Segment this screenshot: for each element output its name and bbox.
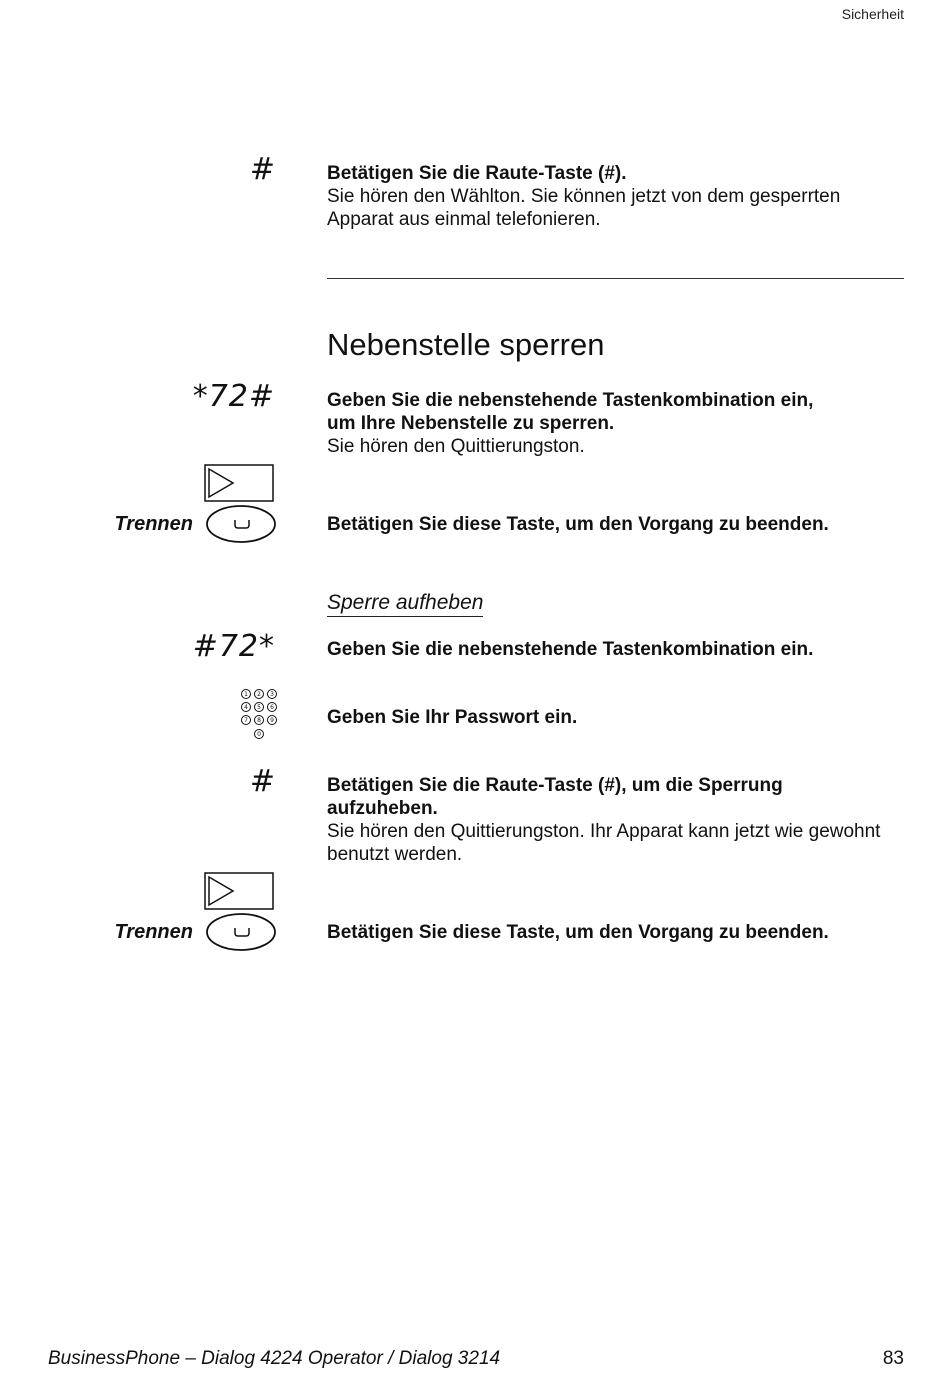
- display-soft-key-icon: [205, 465, 273, 501]
- instruction-line: Apparat aus einmal telefonieren.: [327, 209, 601, 230]
- instruction-confirm-unlock: [327, 774, 912, 866]
- trennen-label: Trennen: [114, 513, 193, 535]
- hash-key-symbol: #: [249, 764, 275, 799]
- instruction-disconnect: Betätigen Sie diese Taste, um den Vorgang zu beenden.: [327, 514, 829, 535]
- instruction-bold: Betätigen Sie die Raute-Taste (#), um die Sperrung: [327, 775, 783, 796]
- instruction-line: benutzt werden.: [327, 844, 463, 865]
- header-section-title: Sicherheit: [841, 6, 904, 22]
- svg-text:0: 0: [257, 731, 261, 738]
- svg-text:3: 3: [270, 691, 274, 698]
- instruction-line: Sie hören den Quittierungston. Ihr Apparat kann jetzt wie gewohnt: [327, 821, 881, 842]
- instruction-bold: aufzuheben.: [327, 798, 438, 819]
- footer-title: BusinessPhone – Dialog 4224 Operator / Dialog 3214: [48, 1348, 501, 1369]
- svg-text:7: 7: [244, 717, 248, 724]
- svg-text:2: 2: [257, 691, 261, 698]
- subsection-heading: Sperre aufheben: [327, 591, 483, 617]
- section-heading: Nebenstelle sperren: [327, 327, 605, 362]
- instruction-bold: Betätigen Sie die Raute-Taste (#).: [327, 163, 627, 184]
- instruction-unlock: Geben Sie die nebenstehende Tastenkombination ein.: [327, 639, 814, 660]
- instruction-disconnect: Betätigen Sie diese Taste, um den Vorgang zu beenden.: [327, 922, 829, 943]
- key-combination-unlock: #72*: [192, 629, 275, 664]
- display-soft-key-icon: [205, 873, 273, 909]
- svg-text:9: 9: [270, 717, 274, 724]
- section-divider: [327, 278, 904, 279]
- page-number: 83: [882, 1348, 904, 1369]
- instruction-password: Geben Sie Ihr Passwort ein.: [327, 707, 578, 728]
- disconnect-key-icon: [203, 871, 279, 953]
- keypad-icon: [240, 688, 280, 744]
- instruction-lock: [327, 389, 912, 458]
- key-combination-lock: *72#: [192, 379, 275, 414]
- instruction-bold: um Ihre Nebenstelle zu sperren.: [327, 413, 615, 434]
- instruction-block-1: [327, 162, 912, 231]
- hash-key-symbol: #: [249, 152, 275, 187]
- trennen-label: Trennen: [114, 921, 193, 943]
- svg-text:8: 8: [257, 717, 261, 724]
- svg-text:5: 5: [257, 704, 261, 711]
- instruction-bold: Geben Sie die nebenstehende Tastenkombination ein,: [327, 390, 814, 411]
- svg-text:6: 6: [270, 704, 274, 711]
- hook-key-icon: [207, 914, 275, 950]
- instruction-line: Sie hören den Quittierungston.: [327, 436, 585, 457]
- play-arrow-icon: [209, 877, 233, 905]
- disconnect-key-icon: [203, 463, 279, 545]
- instruction-line: Sie hören den Wählton. Sie können jetzt von dem gesperrten: [327, 186, 841, 207]
- svg-text:4: 4: [244, 704, 248, 711]
- play-arrow-icon: [209, 469, 233, 497]
- svg-text:1: 1: [244, 691, 248, 698]
- hook-key-icon: [207, 506, 275, 542]
